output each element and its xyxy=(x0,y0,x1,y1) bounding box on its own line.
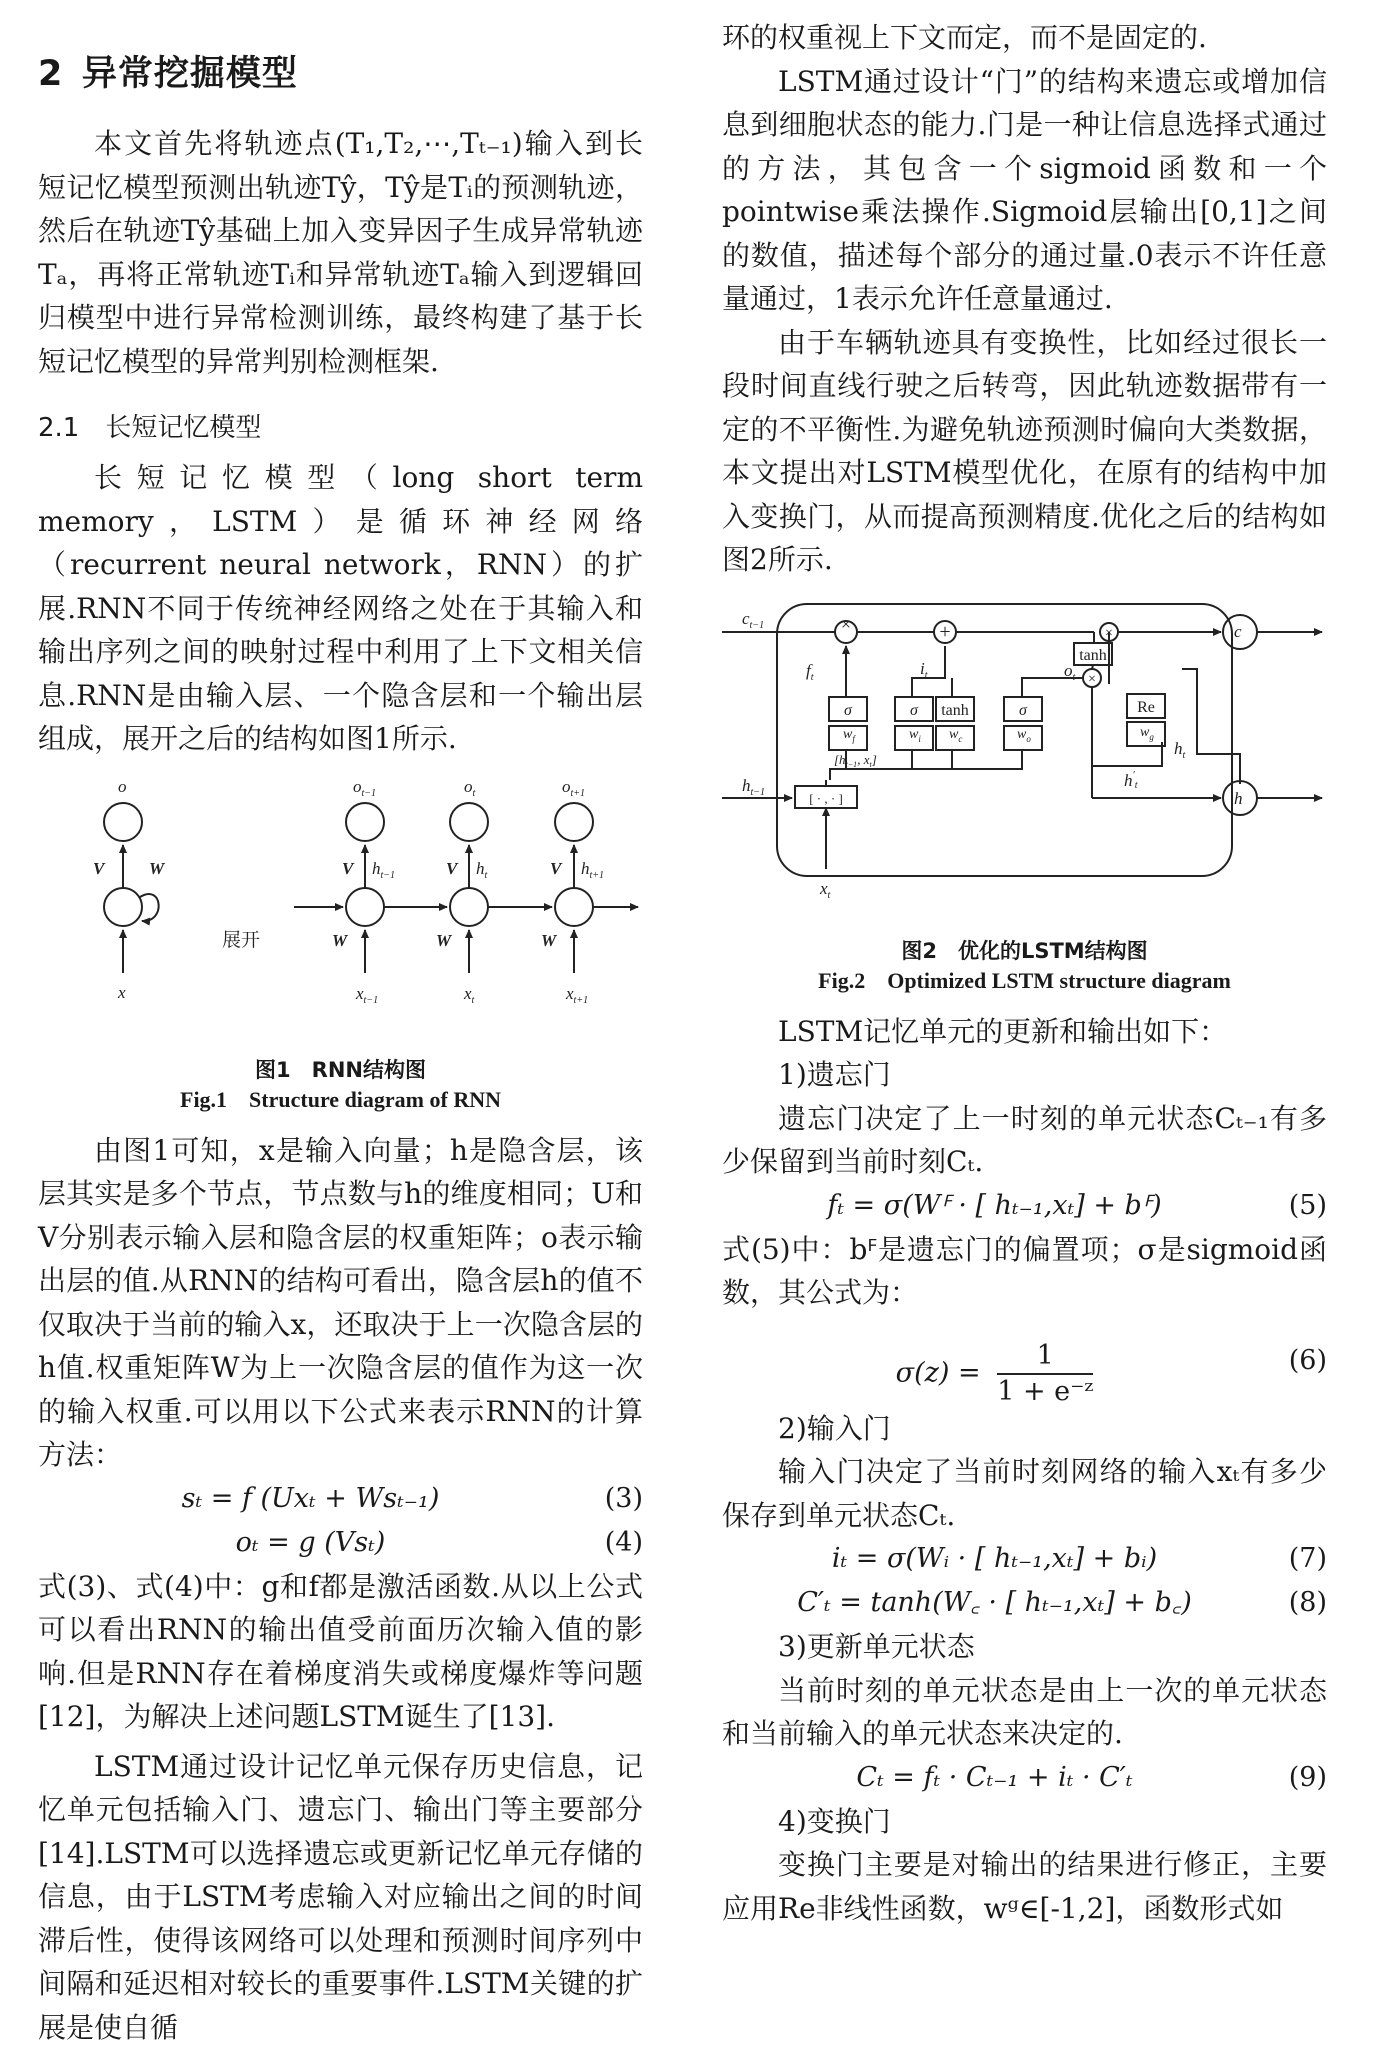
eq3-number: (3) xyxy=(605,1477,643,1521)
eq7-number: (7) xyxy=(1289,1537,1327,1581)
svg-text:xt+1: $x_{t+1}$ xyxy=(565,984,588,1006)
eq8-body: C′ₜ = tanh(W꜀ · [ hₜ₋₁,xₜ] + b꜀) xyxy=(722,1581,1267,1625)
equation-6 xyxy=(722,1315,1327,1407)
svg-text:wg: $w_g$ xyxy=(1140,725,1154,742)
svg-text:ht: $h_t$ xyxy=(1174,739,1186,761)
svg-text:h: h xyxy=(1234,789,1243,808)
equation-4 xyxy=(38,1521,643,1565)
unfold-label: 展开 xyxy=(222,929,260,951)
optimized-lstm-diagram xyxy=(722,594,1327,936)
svg-text:ct−1: $c_{t-1}$ xyxy=(742,609,764,631)
svg-text:xt: $x_t$ xyxy=(463,984,475,1006)
subsection-title: 2.1 长短记忆模型 xyxy=(38,407,643,444)
svg-text:ht+1: $h_{t+1}$ xyxy=(581,859,604,881)
svg-text:σ: σ xyxy=(844,702,853,719)
paragraph-eq5-explain: 式(5)中：bꟳ是遗忘门的偏置项；σ是sigmoid函数，其公式为： xyxy=(722,1228,1327,1315)
eq6-fraction xyxy=(997,1339,1093,1409)
svg-text:h′t: $h'_t$ xyxy=(1124,770,1138,791)
paragraph-transform-gate: 变换门主要是对输出的结果进行修正，主要应用Re非线性函数，wᵍ∈[-1,2]，函数形式如 xyxy=(722,1843,1327,1930)
heading-update-state: 3)更新单元状态 xyxy=(722,1625,1327,1669)
eq7-body: iₜ = σ(Wᵢ · [ hₜ₋₁,xₜ] + bᵢ) xyxy=(722,1537,1267,1581)
svg-text:ot: $o_t$ xyxy=(1064,661,1076,683)
eq6-number: (6) xyxy=(1289,1339,1327,1383)
svg-text:W: W xyxy=(149,859,166,878)
paragraph-input-gate: 输入门决定了当前时刻网络的输入xₜ有多少保存到单元状态Cₜ. xyxy=(722,1450,1327,1537)
heading-transform-gate: 4)变换门 xyxy=(722,1800,1327,1844)
svg-text:W: W xyxy=(541,931,558,950)
svg-text:V: V xyxy=(342,859,355,878)
section-title: 2 异常挖掘模型 xyxy=(38,46,643,96)
svg-text:×: × xyxy=(1105,626,1113,641)
equation-7 xyxy=(722,1537,1327,1581)
eq4-body: oₜ = g (Vsₜ) xyxy=(38,1521,583,1565)
fig2-caption-en: Fig.2 Optimized LSTM structure diagram xyxy=(722,966,1327,996)
equation-5 xyxy=(722,1184,1327,1228)
paragraph-update-state: 当前时刻的单元状态是由上一次的单元状态和当前输入的单元状态来决定的. xyxy=(722,1669,1327,1756)
svg-text:ht: $h_t$ xyxy=(476,859,488,881)
fig1-caption-cn: 图1 RNN结构图 xyxy=(38,1055,643,1085)
svg-text:Re: Re xyxy=(1137,699,1155,716)
figure-1 xyxy=(38,773,643,1055)
paragraph-lstm-definition: 长短记忆模型（long short term memory，LSTM）是循环神经网络（recurrent neural network，RNN）的扩展.RNN不同于传统神经网络之处在于其输入和输出序列之间的映射过程中利用了上下文相关信息.RNN是由输入层、一个隐含层和一个输出层组成，展开之后的结构如图1所示. xyxy=(38,456,643,761)
svg-text:x: x xyxy=(117,983,126,1002)
svg-text:wc: $w_c$ xyxy=(949,727,962,744)
svg-text:tanh: tanh xyxy=(1079,647,1107,664)
eq6-lhs: σ(z) = xyxy=(896,1357,981,1388)
svg-text:ft: $f_t$ xyxy=(806,661,814,683)
svg-text:ot−1: $o_{t-1}$ xyxy=(353,777,376,799)
svg-text:V: V xyxy=(550,859,563,878)
figure-2 xyxy=(722,594,1327,936)
svg-text:tanh: tanh xyxy=(941,702,969,719)
svg-text:it: $i_t$ xyxy=(920,659,928,681)
svg-text:σ: σ xyxy=(1019,702,1028,719)
left-column xyxy=(38,0,643,2049)
heading-forget-gate: 1)遗忘门 xyxy=(722,1053,1327,1097)
svg-text:o: o xyxy=(118,777,127,796)
svg-text:c: c xyxy=(1234,622,1242,641)
equation-8 xyxy=(722,1581,1327,1625)
eq4-number: (4) xyxy=(605,1521,643,1565)
fig2-caption-cn: 图2 优化的LSTM结构图 xyxy=(722,936,1327,966)
svg-text:wf: $w_f$ xyxy=(843,727,856,744)
svg-text:xt: $x_t$ xyxy=(819,879,831,901)
paragraph-after-eq: 式(3)、式(4)中：g和f都是激活函数.从以上公式可以看出RNN的输出值受前面历次输入值的影响.但是RNN存在着梯度消失或梯度爆炸等问题[12]，为解决上述问题LSTM诞生了[13]. xyxy=(38,1565,643,1739)
paragraph-forget-gate: 遗忘门决定了上一时刻的单元状态Cₜ₋₁有多少保留到当前时刻Cₜ. xyxy=(722,1097,1327,1184)
svg-text:wo: $w_o$ xyxy=(1017,727,1031,744)
eq5-number: (5) xyxy=(1289,1184,1327,1228)
svg-text:σ: σ xyxy=(910,702,919,719)
paragraph-gate: LSTM通过设计“门”的结构来遗忘或增加信息到细胞状态的能力.门是一种让信息选择式通过的方法，其包含一个sigmoid函数和一个pointwise乘法操作.Sigmoid层输出[0,1]之间的数值，描述每个部分的通过量.0表示不许任意量通过，1表示允许任意量通过. xyxy=(722,60,1327,321)
eq3-body: sₜ = f (Uxₜ + Wsₜ₋₁) xyxy=(38,1477,583,1521)
fig1-caption-en: Fig.1 Structure diagram of RNN xyxy=(38,1085,643,1115)
svg-text:ht−1: $h_{t-1}$ xyxy=(372,859,395,881)
paragraph-lstm-memory: LSTM通过设计记忆单元保存历史信息，记忆单元包括输入门、遗忘门、输出门等主要部分[14].LSTM可以选择遗忘或更新记忆单元存储的信息，由于LSTM考虑输入对应输出之间的时间滞后性，使得该网络可以处理和预测时间序列中间隔和延迟相对较长的重要事件.LSTM关键的扩展是使自循 xyxy=(38,1745,643,2049)
svg-text:V: V xyxy=(446,859,459,878)
svg-text:ht−1: $h_{t-1}$ xyxy=(742,776,765,798)
svg-text:×: × xyxy=(841,614,851,634)
svg-text:V: V xyxy=(93,859,106,878)
svg-text:xt−1: $x_{t-1}$ xyxy=(355,984,378,1006)
svg-text:ot+1: $o_{t+1}$ xyxy=(562,777,585,799)
paragraph-update-intro: LSTM记忆单元的更新和输出如下： xyxy=(722,1010,1327,1054)
eq5-body: fₜ = σ(Wꟳ · [ hₜ₋₁,xₜ] + bꟳ) xyxy=(722,1184,1267,1228)
right-column xyxy=(722,0,1327,1930)
rnn-diagram xyxy=(38,773,643,1055)
paragraph-continued: 环的权重视上下文而定，而不是固定的. xyxy=(722,16,1327,60)
svg-text:wi: $w_i$ xyxy=(909,727,921,744)
equation-9 xyxy=(722,1756,1327,1800)
svg-text:[ht−1, xt]: [$h_{t-1}$, $x_t$] xyxy=(834,752,877,769)
equation-3 xyxy=(38,1477,643,1521)
paragraph-fig1-explain: 由图1可知，x是输入向量；h是隐含层，该层其实是多个节点，节点数与h的维度相同；U和V分别表示输入层和隐含层的权重矩阵；o表示输出层的值.从RNN的结构可看出，隐含层h的值不仅取决于当前的输入x，还取决于上一次隐含层的h值.权重矩阵W为上一次隐含层的值作为这一次的输入权重.可以用以下公式来表示RNN的计算方法： xyxy=(38,1129,643,1477)
svg-text:×: × xyxy=(1088,672,1096,687)
paragraph-vehicle: 由于车辆轨迹具有变换性，比如经过很长一段时间直线行驶之后转弯，因此轨迹数据带有一定的不平衡性.为避免轨迹预测时偏向大类数据，本文提出对LSTM模型优化，在原有的结构中加入变换门，从而提高预测精度.优化之后的结构如图2所示. xyxy=(722,321,1327,582)
svg-text:W: W xyxy=(436,931,453,950)
svg-text:W: W xyxy=(332,931,349,950)
heading-input-gate: 2)输入门 xyxy=(722,1407,1327,1451)
paragraph-intro: 本文首先将轨迹点(T₁,T₂,⋯,Tₜ₋₁)输入到长短记忆模型预测出轨迹Tŷ，Tŷ是Tᵢ的预测轨迹，然后在轨迹Tŷ基础上加入变异因子生成异常轨迹Tₐ，再将正常轨迹Tᵢ和异常轨迹Tₐ输入到逻辑回归模型中进行异常检测训练，最终构建了基于长短记忆模型的异常判别检测框架. xyxy=(38,122,643,383)
eq6-denominator: 1 + e⁻ᶻ xyxy=(997,1375,1093,1409)
eq6-numerator: 1 xyxy=(997,1339,1093,1375)
eq9-number: (9) xyxy=(1289,1756,1327,1800)
svg-text:[ · , · ]: [ · , · ] xyxy=(809,791,843,806)
eq9-body: Cₜ = fₜ · Cₜ₋₁ + iₜ · C′ₜ xyxy=(722,1756,1267,1800)
svg-text:ot: $o_t$ xyxy=(464,777,476,799)
eq8-number: (8) xyxy=(1289,1581,1327,1625)
svg-text:+: + xyxy=(939,621,950,643)
